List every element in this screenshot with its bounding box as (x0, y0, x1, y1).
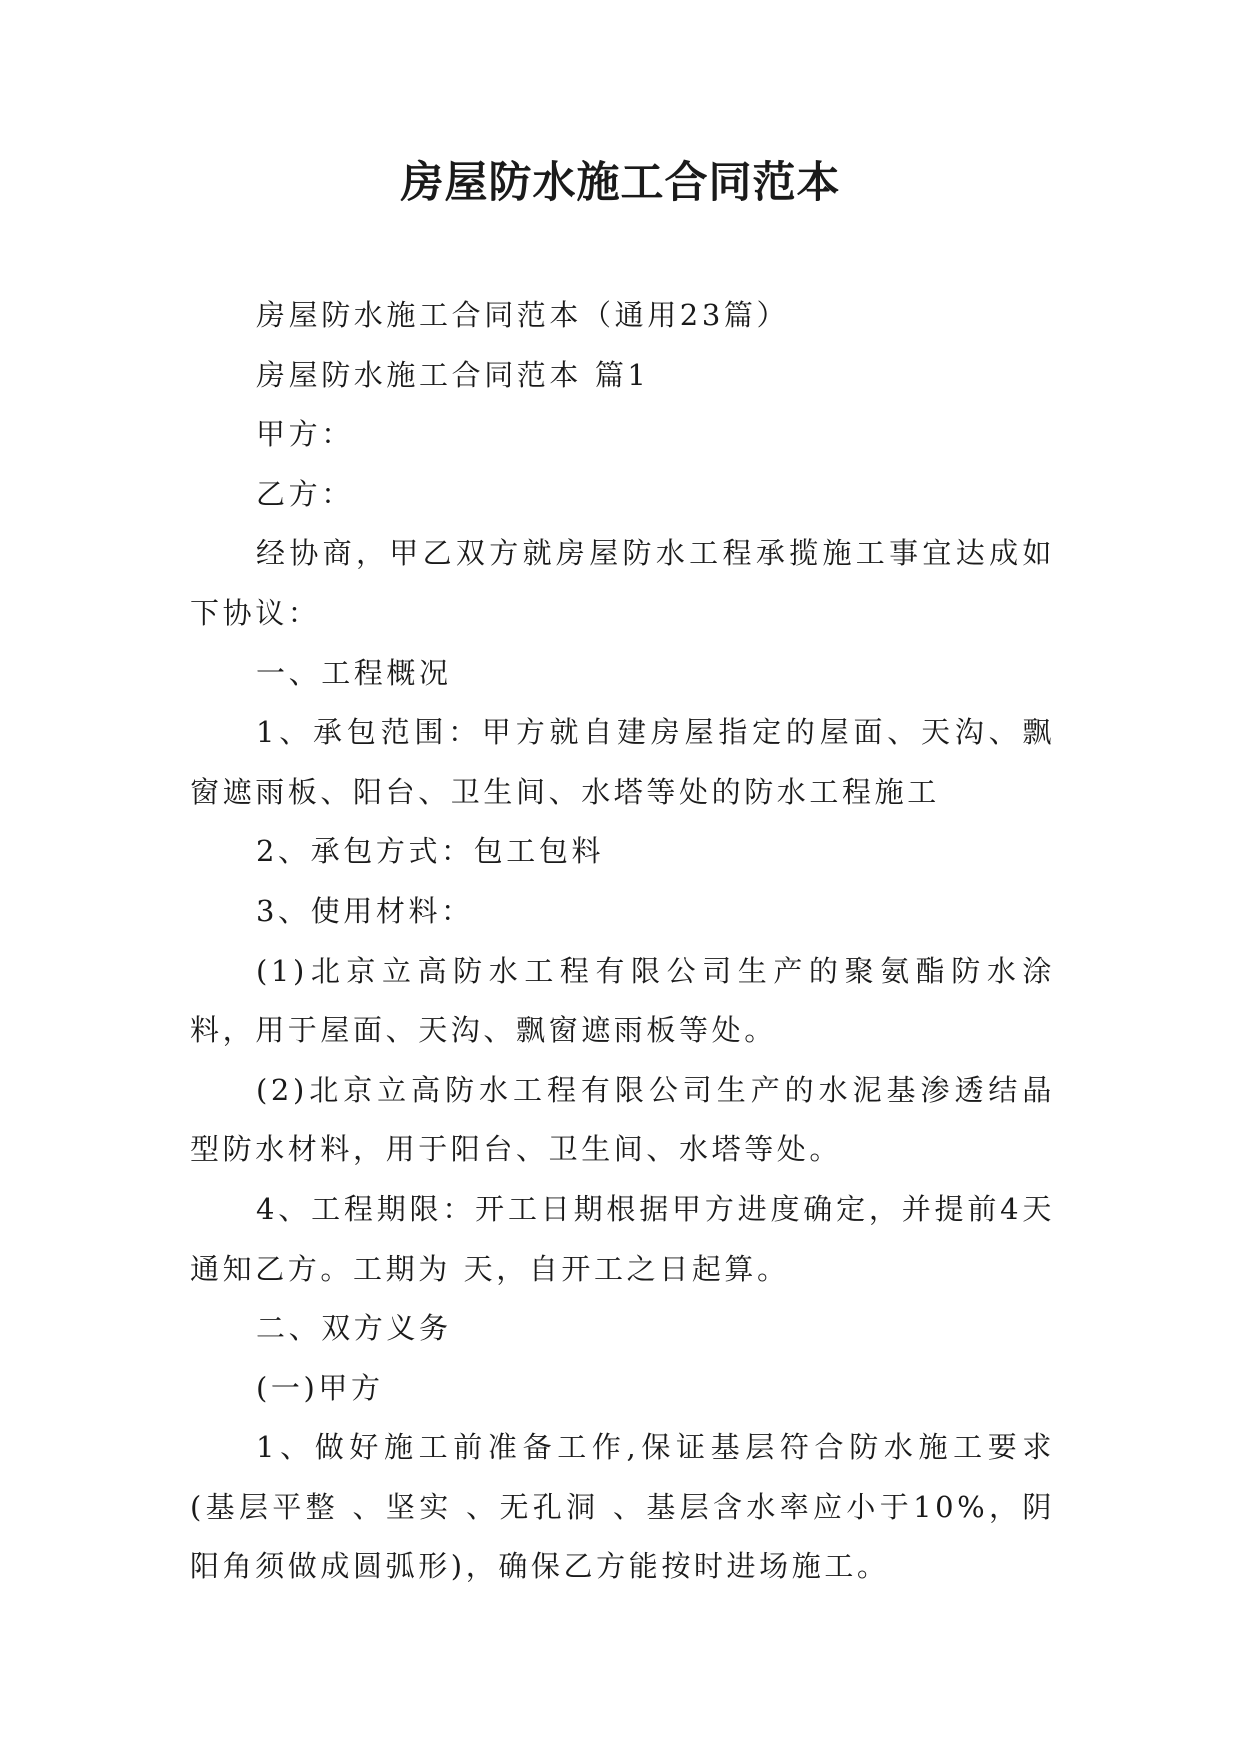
paragraph-section-heading: 房屋防水施工合同范本 篇1 (256, 357, 650, 392)
paragraph-method: 2、承包方式：包工包料 (256, 834, 605, 869)
paragraph-duration: 4、工程期限：开工日期根据甲方进度确定，并提前4天通知乙方。工期为 天，自开工之日起算。 (190, 1191, 1055, 1286)
document-body (190, 286, 1055, 1597)
paragraph-preamble: 经协商，甲乙双方就房屋防水工程承揽施工事宜达成如下协议： (190, 536, 1055, 630)
paragraph-party-a: 甲方： (256, 417, 354, 452)
paragraph-materials: 3、使用材料： (256, 893, 474, 928)
paragraph-material-2: (2)北京立高防水工程有限公司生产的水泥基渗透结晶型防水材料，用于阳台、卫生间、水塔等处。 (190, 1072, 1055, 1167)
document-title: 房屋防水施工合同范本 (400, 158, 841, 208)
paragraph-material-1: (1)北京立高防水工程有限公司生产的聚氨酯防水涂料，用于屋面、天沟、飘窗遮雨板等处。 (190, 953, 1055, 1048)
paragraph-obligation-1: 1、做好施工前准备工作,保证基层符合防水施工要求(基层平整 、坚实 、无孔洞 、基层含水率应小于10%，阴阳角须做成圆弧形)，确保乙方能按时进场施工。 (190, 1430, 1055, 1584)
paragraph-subtitle: 房屋防水施工合同范本（通用23篇） (256, 298, 790, 332)
paragraph-scope: 1、承包范围：甲方就自建房屋指定的屋面、天沟、飘窗遮雨板、阳台、卫生间、水塔等处的防水工程施工 (190, 715, 1055, 809)
paragraph-heading-overview: 一、工程概况 (256, 655, 452, 690)
paragraph-party-a-heading: (一)甲方 (256, 1370, 384, 1405)
paragraph-party-b: 乙方： (256, 476, 354, 511)
paragraph-heading-obligations: 二、双方义务 (256, 1311, 452, 1346)
